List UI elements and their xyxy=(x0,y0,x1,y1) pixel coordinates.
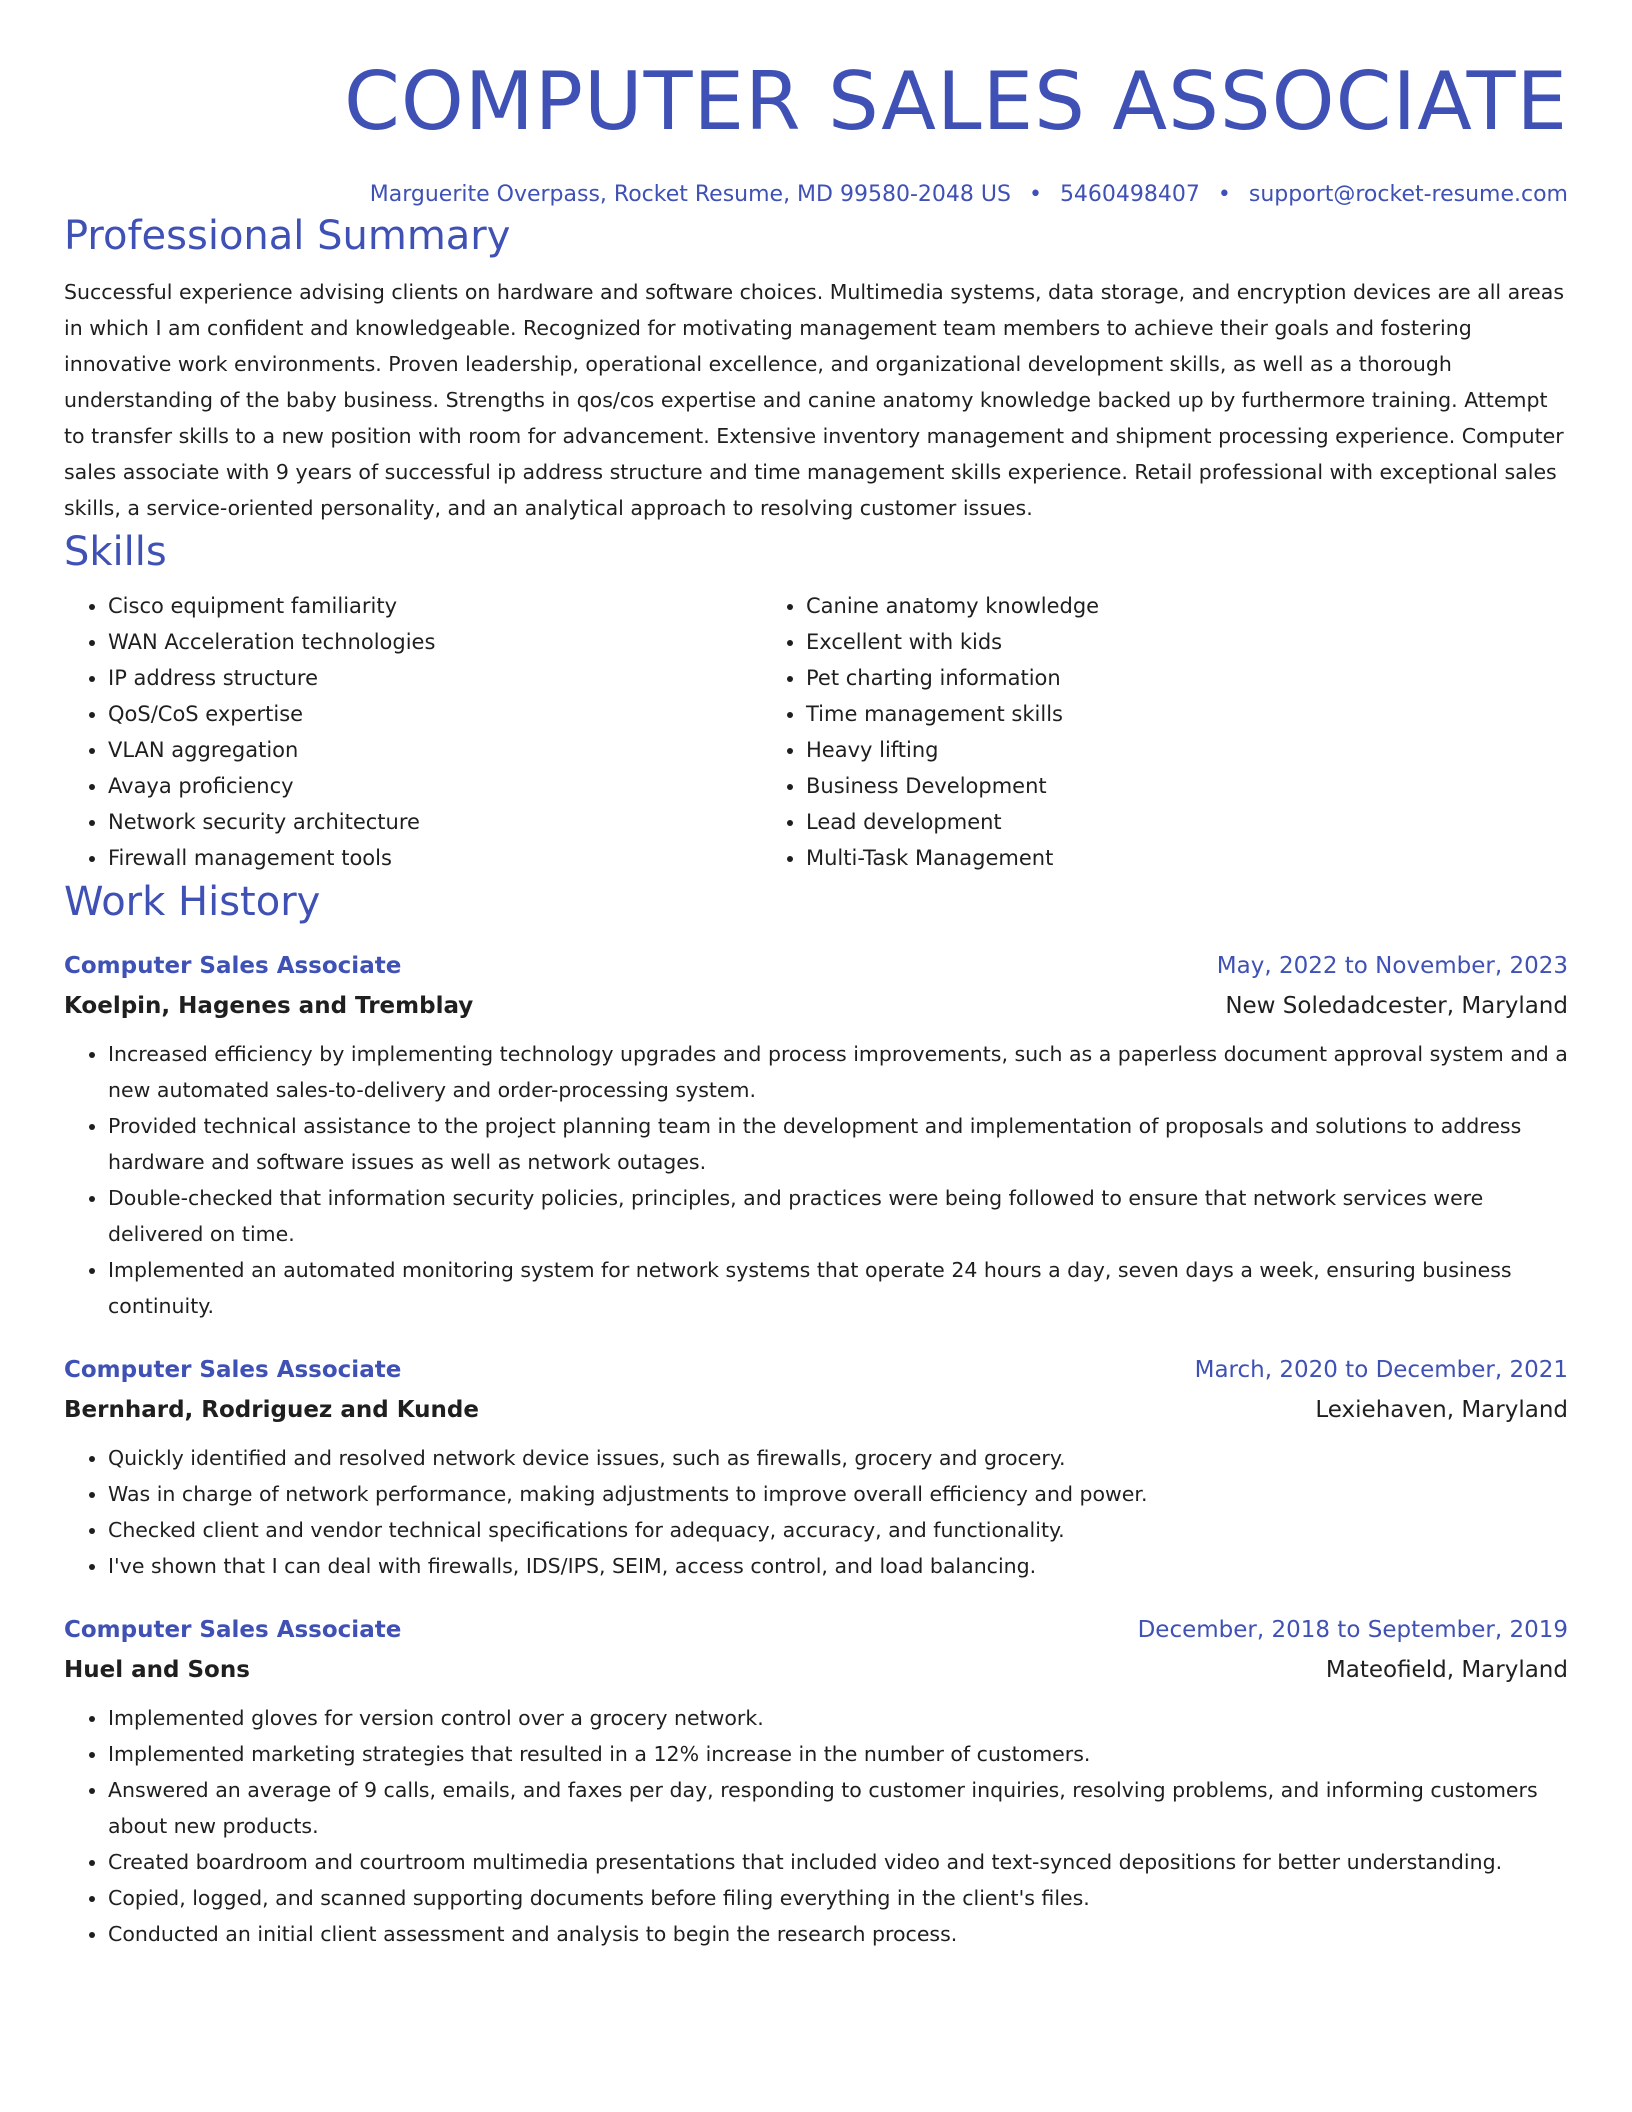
contact-line xyxy=(64,180,1568,210)
job-title-row xyxy=(64,1610,1568,1650)
skill-item: • Avaya proficiency xyxy=(108,768,762,804)
summary-heading: Professional Summary xyxy=(64,213,511,259)
job-bullet: • Quickly identified and resolved network device issues, such as firewalls, grocery and grocery. xyxy=(108,1440,1568,1476)
skill-item: • Lead development xyxy=(806,804,1568,840)
job-bullet: • Was in charge of network performance, making adjustments to improve overall efficiency and power. xyxy=(108,1476,1568,1512)
skill-item: • Cisco equipment familiarity xyxy=(108,588,762,624)
job-bullets xyxy=(64,1036,1568,1324)
skill-item: • IP address structure xyxy=(108,660,762,696)
job-company: Koelpin, Hagenes and Tremblay xyxy=(64,993,474,1019)
job-bullet: • Checked client and vendor technical specifications for adequacy, accuracy, and functionality. xyxy=(108,1512,1568,1548)
job-company: Huel and Sons xyxy=(64,1657,250,1683)
job-bullet: • I've shown that I can deal with firewalls, IDS/IPS, SEIM, access control, and load balancing. xyxy=(108,1548,1568,1584)
job-dates: May, 2022 to November, 2023 xyxy=(1216,953,1568,979)
job-entry xyxy=(64,1350,1568,1584)
skill-item: • Canine anatomy knowledge xyxy=(806,588,1568,624)
job-bullet: • Answered an average of 9 calls, emails, and faxes per day, responding to customer inquiries, resolving problems, and informing customers about new products. xyxy=(108,1772,1568,1844)
job-title: Computer Sales Associate xyxy=(64,1357,402,1383)
skill-item: • Time management skills xyxy=(806,696,1568,732)
job-company-row xyxy=(64,986,1568,1026)
job-bullet: • Copied, logged, and scanned supporting documents before filing everything in the client's files. xyxy=(108,1880,1568,1916)
job-bullet: • Double-checked that information security policies, principles, and practices were being followed to ensure that network services were delivered on time. xyxy=(108,1180,1568,1252)
skills-heading: Skills xyxy=(64,529,167,575)
skills-column-right xyxy=(762,588,1568,876)
skill-item: • QoS/CoS expertise xyxy=(108,696,762,732)
job-bullet: • Implemented marketing strategies that resulted in a 12% increase in the number of customers. xyxy=(108,1736,1568,1772)
skill-item: • Business Development xyxy=(806,768,1568,804)
job-title: Computer Sales Associate xyxy=(64,1617,402,1643)
job-title-row xyxy=(64,1350,1568,1390)
resume-header xyxy=(64,0,1568,210)
skills-column-left xyxy=(64,588,762,876)
job-entry xyxy=(64,946,1568,1324)
job-location: Lexiehaven, Maryland xyxy=(1315,1397,1568,1423)
resume-name: COMPUTER SALES ASSOCIATE xyxy=(343,55,1568,148)
job-company-row xyxy=(64,1390,1568,1430)
skill-item: • Heavy lifting xyxy=(806,732,1568,768)
job-bullet: • Implemented an automated monitoring system for network systems that operate 24 hours a day, seven days a week, ensuring business continuity. xyxy=(108,1252,1568,1324)
work-history-heading: Work History xyxy=(64,879,321,925)
contact-separator: • xyxy=(1217,182,1231,207)
skill-item: • VLAN aggregation xyxy=(108,732,762,768)
job-title-row xyxy=(64,946,1568,986)
job-company: Bernhard, Rodriguez and Kunde xyxy=(64,1397,479,1423)
skills-list xyxy=(64,588,1568,876)
skill-item: • Multi-Task Management xyxy=(806,840,1568,876)
job-bullet: • Conducted an initial client assessment and analysis to begin the research process. xyxy=(108,1916,1568,1952)
job-dates: December, 2018 to September, 2019 xyxy=(1137,1617,1568,1643)
contact-phone: 5460498407 xyxy=(1059,182,1200,207)
skill-item: • Excellent with kids xyxy=(806,624,1568,660)
job-bullet: • Created boardroom and courtroom multimedia presentations that included video and text-synced depositions for better understanding. xyxy=(108,1844,1568,1880)
job-entry xyxy=(64,1610,1568,1952)
contact-email[interactable]: support@rocket-resume.com xyxy=(1248,182,1568,207)
job-company-row xyxy=(64,1650,1568,1690)
contact-separator: • xyxy=(1028,182,1042,207)
job-title: Computer Sales Associate xyxy=(64,953,402,979)
contact-address: Marguerite Overpass, Rocket Resume, MD 99580-2048 US xyxy=(369,182,1011,207)
skill-item: • Pet charting information xyxy=(806,660,1568,696)
skill-item: • Network security architecture xyxy=(108,804,762,840)
job-bullet: • Increased efficiency by implementing technology upgrades and process improvements, such as a paperless document approval system and a new automated sales-to-delivery and order-processing system. xyxy=(108,1036,1568,1108)
resume-page xyxy=(64,0,1568,1952)
skill-item: • Firewall management tools xyxy=(108,840,762,876)
job-bullets xyxy=(64,1440,1568,1584)
job-bullet: • Implemented gloves for version control over a grocery network. xyxy=(108,1700,1568,1736)
job-location: Mateofield, Maryland xyxy=(1325,1657,1568,1683)
job-location: New Soledadcester, Maryland xyxy=(1225,993,1568,1019)
job-bullet: • Provided technical assistance to the project planning team in the development and implementation of proposals and solutions to address hardware and software issues as well as network outages. xyxy=(108,1108,1568,1180)
summary-text: Successful experience advising clients on hardware and software choices. Multimedia systems, data storage, and encryption devices are all areas in which I am confident and knowledgeable. Recognized for motivating management team members to achieve their goals and fostering innovative work environments. Proven leadership, operational excellence, and organizational development skills, as well as a thorough understanding of the baby business. Strengths in qos/cos expertise and canine anatomy knowledge backed up by furthermore training. Attempt to transfer skills to a new position with room for advancement. Extensive inventory management and shipment processing experience. Computer sales associate with 9 years of successful ip address structure and time management skills experience. Retail professional with exceptional sales skills, a service-oriented personality, and an analytical approach to resolving customer issues. xyxy=(64,280,1565,520)
job-bullets xyxy=(64,1700,1568,1952)
skill-item: • WAN Acceleration technologies xyxy=(108,624,762,660)
job-dates: March, 2020 to December, 2021 xyxy=(1194,1357,1568,1383)
